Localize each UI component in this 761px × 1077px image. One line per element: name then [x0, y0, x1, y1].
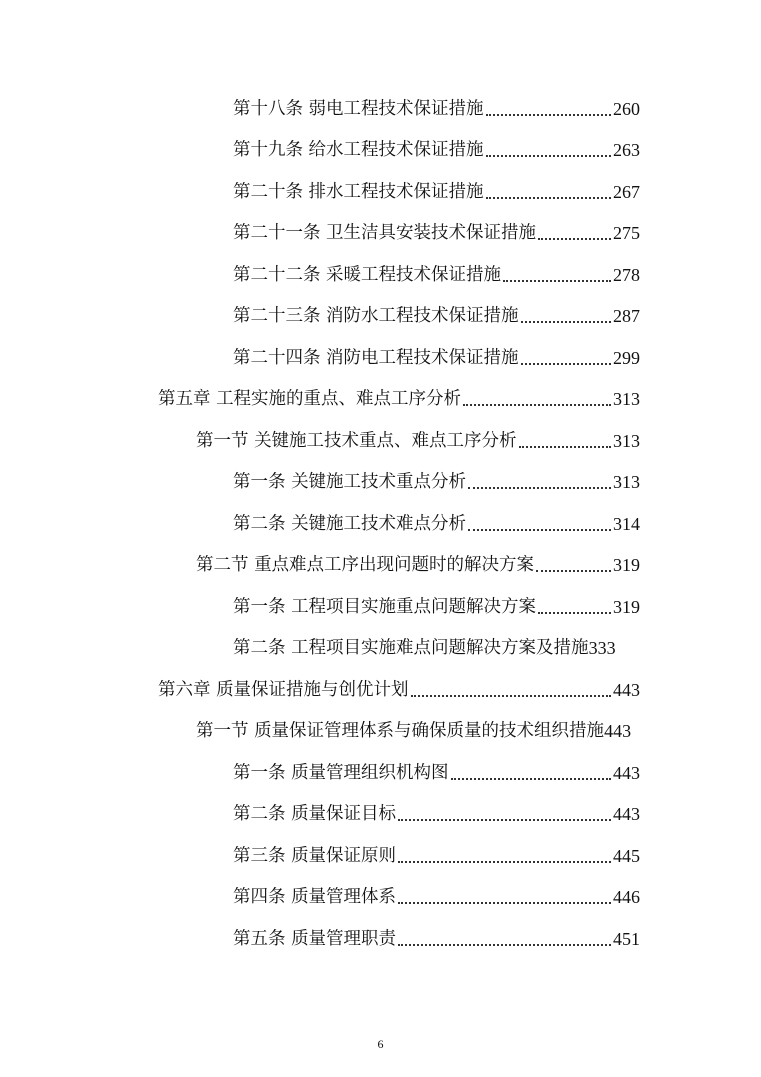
toc-entry-page: 263 — [613, 140, 640, 160]
dot-leader — [398, 861, 611, 863]
toc-entry-page: 443 — [604, 721, 632, 741]
toc-entry[interactable] — [233, 634, 641, 662]
toc-entry[interactable] — [233, 95, 640, 123]
toc-entry[interactable] — [233, 468, 640, 496]
toc-entry-page: 443 — [613, 763, 640, 783]
toc-entry-title: 第二十条 排水工程技术保证措施 — [233, 182, 484, 202]
toc-entry-page: 446 — [613, 887, 640, 907]
toc-entry[interactable] — [233, 344, 640, 372]
toc-entry[interactable] — [233, 219, 640, 247]
toc-entry-title: 第五条 质量管理职责 — [233, 929, 397, 949]
dot-leader — [398, 944, 611, 946]
toc-entry-page: 443 — [613, 804, 640, 824]
toc-entry-section[interactable] — [196, 551, 640, 579]
toc-entry-page: 267 — [613, 182, 640, 202]
toc-entry-title: 第五章 工程实施的重点、难点工序分析 — [158, 389, 462, 409]
dot-leader — [398, 902, 611, 904]
toc-entry-title: 第十八条 弱电工程技术保证措施 — [233, 99, 484, 119]
toc-entry-page: 451 — [613, 929, 640, 949]
toc-entry-title: 第一条 工程项目实施重点问题解决方案 — [233, 597, 537, 617]
dot-leader — [463, 404, 611, 406]
dot-leader — [486, 114, 611, 116]
toc-entry-page: 287 — [613, 306, 640, 326]
toc-entry-page: 445 — [613, 846, 640, 866]
toc-entry-title: 第一条 质量管理组织机构图 — [233, 763, 449, 783]
toc-entry-title: 第二条 关键施工技术难点分析 — [233, 514, 467, 534]
dot-leader — [398, 819, 611, 821]
toc-entry-section[interactable] — [196, 427, 640, 455]
toc-entry[interactable] — [233, 593, 640, 621]
toc-entry-chapter[interactable] — [158, 385, 640, 413]
toc-entry-title: 第三条 质量保证原则 — [233, 846, 397, 866]
toc-entry-title: 第四条 质量管理体系 — [233, 887, 397, 907]
toc-entry-page: 313 — [613, 472, 640, 492]
toc-entry-title: 第二条 工程项目实施难点问题解决方案及措施 — [233, 638, 589, 658]
dot-leader — [468, 529, 611, 531]
toc-entry-page: 443 — [613, 680, 640, 700]
toc-entry-page: 260 — [613, 99, 640, 119]
toc-entry-page: 333 — [588, 638, 616, 658]
toc-entry-page: 299 — [613, 348, 640, 368]
toc-entry-title: 第二十四条 消防电工程技术保证措施 — [233, 348, 519, 368]
toc-entry[interactable] — [233, 925, 640, 953]
toc-entry[interactable] — [233, 842, 640, 870]
toc-entry-page: 314 — [613, 514, 640, 534]
toc-entry-title: 第二条 质量保证目标 — [233, 804, 397, 824]
toc-entry[interactable] — [233, 302, 640, 330]
dot-leader — [503, 280, 611, 282]
toc-entry[interactable] — [233, 510, 640, 538]
toc-entry-title: 第二十一条 卫生洁具安装技术保证措施 — [233, 223, 537, 243]
toc-entry-title: 第二十二条 采暖工程技术保证措施 — [233, 265, 502, 285]
dot-leader — [538, 612, 611, 614]
toc-entry-title: 第二十三条 消防水工程技术保证措施 — [233, 306, 519, 326]
toc-entry-title: 第十九条 给水工程技术保证措施 — [233, 140, 484, 160]
toc-entry[interactable] — [233, 883, 640, 911]
toc-entry[interactable] — [233, 800, 640, 828]
toc-entry-page: 275 — [613, 223, 640, 243]
toc-entry-title: 第一节 关键施工技术重点、难点工序分析 — [196, 431, 517, 451]
toc-entry[interactable] — [233, 178, 640, 206]
dot-leader — [519, 446, 611, 448]
toc-entry-page: 319 — [613, 555, 640, 575]
toc-entry[interactable] — [233, 136, 640, 164]
dot-leader — [486, 197, 611, 199]
dot-leader — [536, 570, 611, 572]
page-number: 6 — [377, 1037, 384, 1051]
toc-entry-page: 313 — [613, 389, 640, 409]
toc-entry-page: 313 — [613, 431, 640, 451]
dot-leader — [468, 487, 611, 489]
toc-entry-title: 第一节 质量保证管理体系与确保质量的技术组织措施 — [196, 721, 605, 741]
toc-entry-section[interactable] — [196, 717, 657, 745]
toc-entry-title: 第六章 质量保证措施与创优计划 — [158, 680, 409, 700]
toc-entry-page: 319 — [613, 597, 640, 617]
dot-leader — [521, 321, 611, 323]
toc-entry-title: 第二节 重点难点工序出现问题时的解决方案 — [196, 555, 535, 575]
toc-entry[interactable] — [233, 759, 640, 787]
dot-leader — [521, 363, 611, 365]
toc-entry-page: 278 — [613, 265, 640, 285]
dot-leader — [486, 155, 611, 157]
toc-entry[interactable] — [233, 261, 640, 289]
dot-leader — [538, 238, 611, 240]
toc-entry-title: 第一条 关键施工技术重点分析 — [233, 472, 467, 492]
dot-leader — [451, 778, 611, 780]
toc-entry-chapter[interactable] — [158, 676, 640, 704]
dot-leader — [411, 695, 611, 697]
